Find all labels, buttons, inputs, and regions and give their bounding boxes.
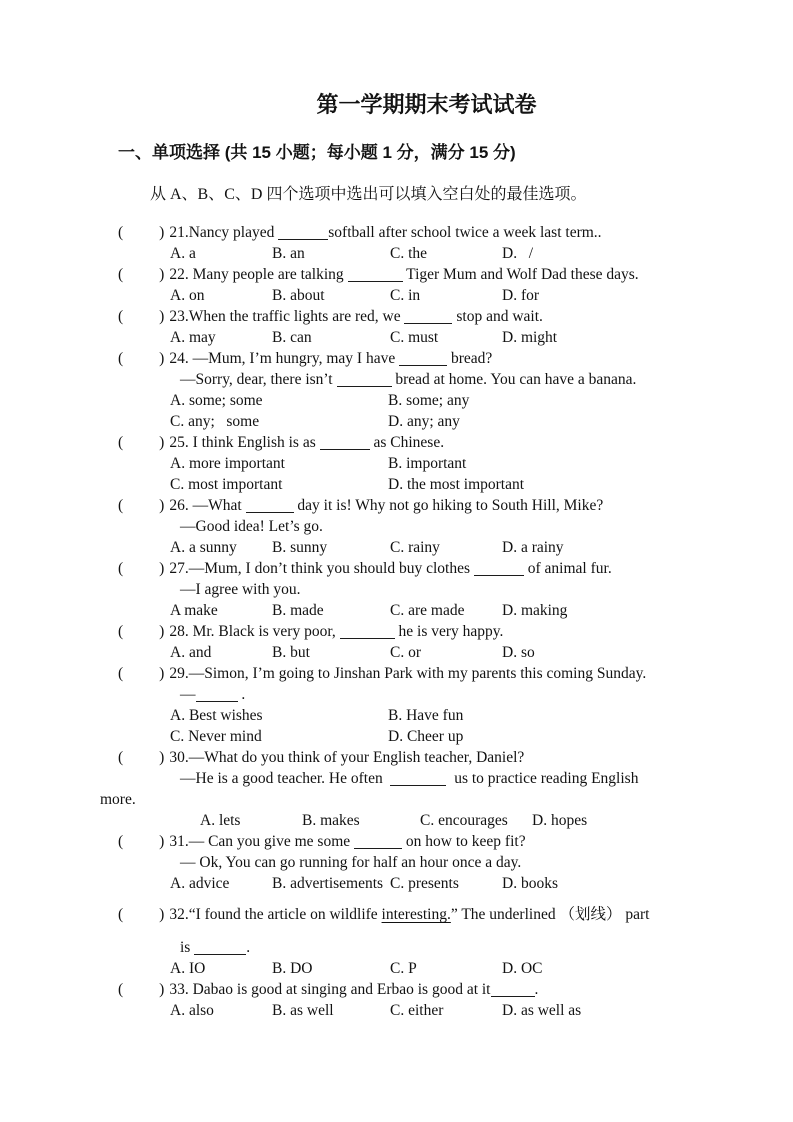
options-row xyxy=(100,600,675,621)
option-c: C. must xyxy=(390,329,439,346)
option-a: A. a xyxy=(170,245,196,262)
option-c: C. or xyxy=(390,644,421,661)
option-d: D. so xyxy=(502,644,535,661)
option-d: D. Cheer up xyxy=(388,728,464,745)
question-27 xyxy=(100,558,675,621)
fill-in-blank xyxy=(390,771,446,786)
option-c: C. P xyxy=(390,960,417,977)
option-d: D. / xyxy=(502,245,533,262)
option-a: A. lets xyxy=(200,812,241,829)
question-stem-line: —Sorry, dear, there isn’t bread at home. You can have a banana. xyxy=(180,371,637,388)
question-stem-line: —Good idea! Let’s go. xyxy=(180,518,323,535)
option-c: C. the xyxy=(390,245,428,262)
option-d: D. books xyxy=(502,875,558,892)
options-row xyxy=(100,411,675,432)
question-stem-line: —I agree with you. xyxy=(180,581,301,598)
question-21 xyxy=(100,222,675,264)
question-29 xyxy=(100,663,675,747)
option-d: D. the most important xyxy=(388,476,525,493)
answer-parentheses: ( ) xyxy=(118,224,165,241)
options-row xyxy=(100,726,675,747)
question-list xyxy=(100,222,675,1021)
fill-in-blank xyxy=(399,351,447,366)
option-a: A. a sunny xyxy=(170,539,237,556)
question-28 xyxy=(100,621,675,663)
answer-parentheses: ( ) xyxy=(118,497,165,514)
option-a: A. also xyxy=(170,1002,214,1019)
option-d: D. a rainy xyxy=(502,539,564,556)
question-stem-line: ( ) 33. Dabao is good at singing and Erbao is good at it . xyxy=(118,981,539,998)
option-c: C. in xyxy=(390,287,421,304)
option-d: D. OC xyxy=(502,960,543,977)
options-row xyxy=(100,1000,675,1021)
fill-in-blank xyxy=(474,561,524,576)
option-c: C. presents xyxy=(390,875,459,892)
options-row xyxy=(100,810,675,831)
answer-parentheses: ( ) xyxy=(118,981,165,998)
options-row xyxy=(100,243,675,264)
question-stem-line: ( ) 26. —What day it is! Why not go hiking to South Hill, Mike? xyxy=(118,497,604,514)
option-c: C. rainy xyxy=(390,539,440,556)
fill-in-blank xyxy=(348,267,403,282)
option-a: A. more important xyxy=(170,455,285,472)
option-b: B. some; any xyxy=(388,392,470,409)
question-stem-line: ( ) 31.— Can you give me some on how to keep fit? xyxy=(118,833,526,850)
option-a: A. on xyxy=(170,287,205,304)
options-row xyxy=(100,453,675,474)
options-row xyxy=(100,327,675,348)
question-33 xyxy=(100,979,675,1021)
question-stem-line: ( ) 32.“I found the article on wildlife interesting.” The underlined （划线） part xyxy=(118,906,650,923)
question-stem-line: ( ) 22. Many people are talking Tiger Mum and Wolf Dad these days. xyxy=(118,266,639,283)
answer-parentheses: ( ) xyxy=(118,833,165,850)
option-d: D. any; any xyxy=(388,413,460,430)
underlined-word: interesting. xyxy=(381,906,451,923)
option-c: C. any; some xyxy=(170,413,260,430)
option-b: B. sunny xyxy=(272,539,328,556)
option-a: A. some; some xyxy=(170,392,263,409)
fill-in-blank xyxy=(320,435,370,450)
question-stem-line: — Ok, You can go running for half an hour once a day. xyxy=(180,854,522,871)
fill-in-blank xyxy=(196,687,238,702)
answer-parentheses: ( ) xyxy=(118,665,165,682)
option-c: C. encourages xyxy=(420,812,508,829)
option-c: C. are made xyxy=(390,602,465,619)
option-b: B. makes xyxy=(302,812,360,829)
section-heading: 一、单项选择 (共 15 小题；每小题 1 分，满分 15 分) xyxy=(118,143,516,162)
question-26 xyxy=(100,495,675,558)
option-a: A. IO xyxy=(170,960,206,977)
question-23 xyxy=(100,306,675,348)
option-d: D. might xyxy=(502,329,558,346)
option-b: B. made xyxy=(272,602,324,619)
option-b: B. can xyxy=(272,329,312,346)
option-d: D. hopes xyxy=(532,812,588,829)
options-row xyxy=(100,474,675,495)
option-b: B. Have fun xyxy=(388,707,464,724)
option-d: D. as well as xyxy=(502,1002,582,1019)
question-stem-line: —He is a good teacher. He often us to practice reading English xyxy=(180,770,639,787)
fill-in-blank xyxy=(246,498,294,513)
option-a: A. advice xyxy=(170,875,230,892)
option-d: D. making xyxy=(502,602,568,619)
options-row xyxy=(100,537,675,558)
question-31 xyxy=(100,831,675,894)
option-b: B. but xyxy=(272,644,310,661)
answer-parentheses: ( ) xyxy=(118,623,165,640)
option-b: B. important xyxy=(388,455,467,472)
options-row xyxy=(100,958,675,979)
fill-in-blank xyxy=(340,624,395,639)
option-a: A make xyxy=(170,602,218,619)
question-22 xyxy=(100,264,675,306)
options-row xyxy=(100,390,675,411)
option-c: C. most important xyxy=(170,476,283,493)
question-24 xyxy=(100,348,675,432)
options-row xyxy=(100,705,675,726)
question-stem-line: ( ) 23.When the traffic lights are red, we stop and wait. xyxy=(118,308,543,325)
question-30 xyxy=(100,747,675,831)
option-c: C. Never mind xyxy=(170,728,262,745)
option-a: A. may xyxy=(170,329,216,346)
question-25 xyxy=(100,432,675,495)
question-stem-line: ( ) 21.Nancy played softball after school twice a week last term.. xyxy=(118,224,602,241)
question-stem-line: ( ) 28. Mr. Black is very poor, he is very happy. xyxy=(118,623,504,640)
option-b: B. about xyxy=(272,287,325,304)
answer-parentheses: ( ) xyxy=(118,308,165,325)
question-stem-line: ( ) 24. —Mum, I’m hungry, may I have bread? xyxy=(118,350,493,367)
question-32 xyxy=(100,904,675,979)
answer-parentheses: ( ) xyxy=(118,906,165,923)
option-b: B. an xyxy=(272,245,305,262)
fill-in-blank xyxy=(278,225,328,240)
fill-in-blank xyxy=(354,834,402,849)
answer-parentheses: ( ) xyxy=(118,749,165,766)
answer-parentheses: ( ) xyxy=(118,560,165,577)
answer-parentheses: ( ) xyxy=(118,434,165,451)
options-row xyxy=(100,285,675,306)
section-instruction: 从 A、B、C、D 四个选项中选出可以填入空白处的最佳选项。 xyxy=(150,186,587,203)
question-stem-line: is . xyxy=(180,939,251,956)
question-stem-line: ( ) 25. I think English is as as Chinese. xyxy=(118,434,445,451)
question-stem-line: ( ) 27.—Mum, I don’t think you should buy clothes of animal fur. xyxy=(118,560,612,577)
option-b: B. as well xyxy=(272,1002,334,1019)
option-a: A. and xyxy=(170,644,212,661)
question-stem-line: — . xyxy=(180,686,246,703)
fill-in-blank xyxy=(491,982,535,997)
fill-in-blank xyxy=(404,309,452,324)
option-c: C. either xyxy=(390,1002,444,1019)
question-stem-line: ( ) 30.—What do you think of your English teacher, Daniel? xyxy=(118,749,525,766)
options-row xyxy=(100,642,675,663)
option-d: D. for xyxy=(502,287,540,304)
fill-in-blank xyxy=(194,940,246,955)
options-row xyxy=(100,873,675,894)
question-stem-line: ( ) 29.—Simon, I’m going to Jinshan Park with my parents this coming Sunday. xyxy=(118,665,647,682)
option-a: A. Best wishes xyxy=(170,707,263,724)
page-title: 第一学期期末考试试卷 xyxy=(316,92,537,117)
fill-in-blank xyxy=(337,372,392,387)
question-stem-line: more. xyxy=(100,791,136,808)
answer-parentheses: ( ) xyxy=(118,350,165,367)
option-b: B. advertisements xyxy=(272,875,384,892)
option-b: B. DO xyxy=(272,960,313,977)
answer-parentheses: ( ) xyxy=(118,266,165,283)
